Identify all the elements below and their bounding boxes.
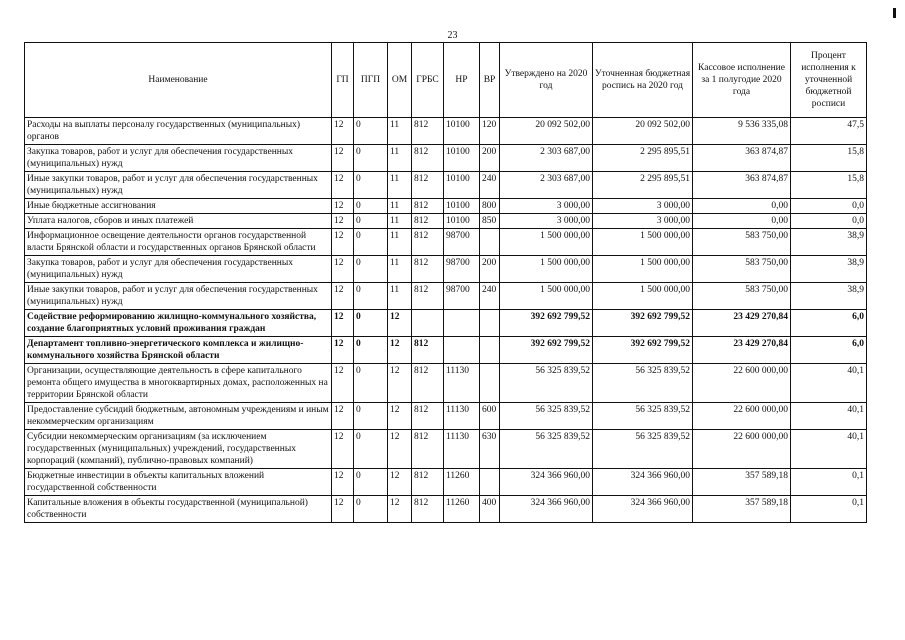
cell-vr: 800 xyxy=(480,199,500,214)
header-ppgp: ПГП xyxy=(354,43,388,118)
cell-name: Субсидии некоммерческим организациям (за исключением государственных (муниципальных) учреждений, государственных корпораций (компаний), публично-правовых компаний) xyxy=(25,430,332,469)
cell-grbs: 812 xyxy=(412,496,444,523)
table-row xyxy=(25,283,867,310)
table-row xyxy=(25,229,867,256)
cell-percent: 40,1 xyxy=(791,430,867,469)
cell-ppgp: 0 xyxy=(354,214,388,229)
cell-grbs: 812 xyxy=(412,172,444,199)
cell-grbs: 812 xyxy=(412,337,444,364)
cell-cash: 0,00 xyxy=(693,199,791,214)
table-row xyxy=(25,310,867,337)
table-row xyxy=(25,496,867,523)
cell-approved: 2 303 687,00 xyxy=(500,172,593,199)
cell-grbs: 812 xyxy=(412,403,444,430)
cell-ppgp: 0 xyxy=(354,256,388,283)
cell-np: 98700 xyxy=(444,229,480,256)
cell-vr xyxy=(480,337,500,364)
cell-ppgp: 0 xyxy=(354,145,388,172)
cell-percent: 47,5 xyxy=(791,118,867,145)
cell-refined: 2 295 895,51 xyxy=(593,145,693,172)
cell-cash: 22 600 000,00 xyxy=(693,403,791,430)
cell-cash: 9 536 335,08 xyxy=(693,118,791,145)
cell-om: 11 xyxy=(388,172,412,199)
cell-grbs: 812 xyxy=(412,430,444,469)
cell-refined: 56 325 839,52 xyxy=(593,430,693,469)
cell-name: Информационное освещение деятельности органов государственной власти Брянской области и государственных органов Брянской области xyxy=(25,229,332,256)
cell-om: 11 xyxy=(388,283,412,310)
table-header-row xyxy=(25,43,867,118)
cell-cash: 583 750,00 xyxy=(693,256,791,283)
cell-om: 12 xyxy=(388,364,412,403)
cell-gp: 12 xyxy=(332,145,354,172)
cell-gp: 12 xyxy=(332,199,354,214)
cell-vr xyxy=(480,229,500,256)
cell-vr: 600 xyxy=(480,403,500,430)
cell-np: 98700 xyxy=(444,283,480,310)
cell-om: 11 xyxy=(388,145,412,172)
cell-vr: 200 xyxy=(480,145,500,172)
table-row xyxy=(25,256,867,283)
cell-approved: 56 325 839,52 xyxy=(500,430,593,469)
cell-approved: 56 325 839,52 xyxy=(500,403,593,430)
cell-refined: 1 500 000,00 xyxy=(593,283,693,310)
cell-percent: 0,0 xyxy=(791,199,867,214)
cell-refined: 1 500 000,00 xyxy=(593,256,693,283)
cell-grbs: 812 xyxy=(412,199,444,214)
cell-cash: 363 874,87 xyxy=(693,172,791,199)
header-np: НР xyxy=(444,43,480,118)
cell-approved: 20 092 502,00 xyxy=(500,118,593,145)
page-number: 23 xyxy=(447,30,458,41)
cell-name: Закупка товаров, работ и услуг для обеспечения государственных (муниципальных) нужд xyxy=(25,145,332,172)
cell-name: Капитальные вложения в объекты государственной (муниципальной) собственности xyxy=(25,496,332,523)
cell-vr: 240 xyxy=(480,283,500,310)
cell-refined: 324 366 960,00 xyxy=(593,496,693,523)
header-name: Наименование xyxy=(25,43,332,118)
table-row xyxy=(25,214,867,229)
cell-percent: 0,1 xyxy=(791,496,867,523)
header-gp: ГП xyxy=(332,43,354,118)
header-percent: Процент исполнения к уточненной бюджетной росписи xyxy=(791,43,867,118)
cell-name: Иные закупки товаров, работ и услуг для обеспечения государственных (муниципальных) нужд xyxy=(25,172,332,199)
cell-percent: 6,0 xyxy=(791,310,867,337)
cell-cash: 357 589,18 xyxy=(693,496,791,523)
table-body xyxy=(25,118,867,523)
cell-gp: 12 xyxy=(332,496,354,523)
scan-edge-mark xyxy=(893,8,896,18)
cell-cash: 357 589,18 xyxy=(693,469,791,496)
cell-percent: 0,1 xyxy=(791,469,867,496)
cell-vr: 400 xyxy=(480,496,500,523)
cell-cash: 23 429 270,84 xyxy=(693,337,791,364)
cell-grbs: 812 xyxy=(412,469,444,496)
cell-cash: 22 600 000,00 xyxy=(693,430,791,469)
cell-refined: 20 092 502,00 xyxy=(593,118,693,145)
table-row xyxy=(25,430,867,469)
cell-om: 11 xyxy=(388,118,412,145)
cell-grbs xyxy=(412,310,444,337)
cell-grbs: 812 xyxy=(412,256,444,283)
table-row xyxy=(25,364,867,403)
cell-name: Бюджетные инвестиции в объекты капитальных вложений государственной собственности xyxy=(25,469,332,496)
cell-om: 11 xyxy=(388,214,412,229)
cell-np xyxy=(444,310,480,337)
cell-vr: 850 xyxy=(480,214,500,229)
cell-gp: 12 xyxy=(332,469,354,496)
cell-np: 10100 xyxy=(444,118,480,145)
cell-percent: 40,1 xyxy=(791,364,867,403)
cell-approved: 392 692 799,52 xyxy=(500,310,593,337)
table-row xyxy=(25,337,867,364)
cell-np: 10100 xyxy=(444,145,480,172)
table-row xyxy=(25,469,867,496)
cell-approved: 1 500 000,00 xyxy=(500,229,593,256)
cell-percent: 15,8 xyxy=(791,145,867,172)
cell-om: 12 xyxy=(388,496,412,523)
cell-cash: 583 750,00 xyxy=(693,229,791,256)
cell-approved: 324 366 960,00 xyxy=(500,496,593,523)
cell-percent: 15,8 xyxy=(791,172,867,199)
cell-np: 11260 xyxy=(444,496,480,523)
cell-approved: 324 366 960,00 xyxy=(500,469,593,496)
cell-approved: 3 000,00 xyxy=(500,199,593,214)
cell-name: Предоставление субсидий бюджетным, автономным учреждениям и иным некоммерческим организациям xyxy=(25,403,332,430)
cell-ppgp: 0 xyxy=(354,403,388,430)
cell-refined: 56 325 839,52 xyxy=(593,364,693,403)
cell-np: 11130 xyxy=(444,364,480,403)
cell-ppgp: 0 xyxy=(354,496,388,523)
cell-np: 11260 xyxy=(444,469,480,496)
table-row xyxy=(25,145,867,172)
header-vr: ВР xyxy=(480,43,500,118)
cell-vr xyxy=(480,364,500,403)
cell-ppgp: 0 xyxy=(354,337,388,364)
cell-percent: 38,9 xyxy=(791,283,867,310)
cell-gp: 12 xyxy=(332,403,354,430)
cell-ppgp: 0 xyxy=(354,310,388,337)
cell-gp: 12 xyxy=(332,118,354,145)
cell-np: 98700 xyxy=(444,256,480,283)
header-refined: Уточненная бюджетная роспись на 2020 год xyxy=(593,43,693,118)
cell-gp: 12 xyxy=(332,256,354,283)
cell-refined: 2 295 895,51 xyxy=(593,172,693,199)
cell-om: 11 xyxy=(388,256,412,283)
cell-refined: 1 500 000,00 xyxy=(593,229,693,256)
cell-approved: 3 000,00 xyxy=(500,214,593,229)
cell-vr: 200 xyxy=(480,256,500,283)
cell-refined: 324 366 960,00 xyxy=(593,469,693,496)
cell-name: Закупка товаров, работ и услуг для обеспечения государственных (муниципальных) нужд xyxy=(25,256,332,283)
header-approved: Утверждено на 2020 год xyxy=(500,43,593,118)
cell-refined: 392 692 799,52 xyxy=(593,337,693,364)
cell-refined: 3 000,00 xyxy=(593,214,693,229)
cell-percent: 38,9 xyxy=(791,256,867,283)
cell-gp: 12 xyxy=(332,172,354,199)
budget-execution-table xyxy=(24,42,867,523)
table-row xyxy=(25,403,867,430)
cell-vr: 240 xyxy=(480,172,500,199)
cell-ppgp: 0 xyxy=(354,229,388,256)
cell-om: 11 xyxy=(388,199,412,214)
cell-name: Департамент топливно-энергетического комплекса и жилищно-коммунального хозяйства Брянской области xyxy=(25,337,332,364)
table-row xyxy=(25,172,867,199)
cell-cash: 0,00 xyxy=(693,214,791,229)
cell-np: 10100 xyxy=(444,199,480,214)
cell-np xyxy=(444,337,480,364)
cell-approved: 392 692 799,52 xyxy=(500,337,593,364)
cell-refined: 392 692 799,52 xyxy=(593,310,693,337)
cell-cash: 363 874,87 xyxy=(693,145,791,172)
cell-percent: 40,1 xyxy=(791,403,867,430)
cell-name: Содействие реформированию жилищно-коммунального хозяйства, создание благоприятных условий проживания граждан xyxy=(25,310,332,337)
cell-ppgp: 0 xyxy=(354,364,388,403)
cell-ppgp: 0 xyxy=(354,469,388,496)
header-cash: Кассовое исполнение за 1 полугодие 2020 года xyxy=(693,43,791,118)
header-grbs: ГРБС xyxy=(412,43,444,118)
cell-gp: 12 xyxy=(332,214,354,229)
cell-gp: 12 xyxy=(332,337,354,364)
cell-cash: 23 429 270,84 xyxy=(693,310,791,337)
cell-np: 10100 xyxy=(444,214,480,229)
cell-gp: 12 xyxy=(332,310,354,337)
cell-grbs: 812 xyxy=(412,118,444,145)
cell-grbs: 812 xyxy=(412,364,444,403)
cell-approved: 1 500 000,00 xyxy=(500,283,593,310)
cell-ppgp: 0 xyxy=(354,118,388,145)
cell-percent: 0,0 xyxy=(791,214,867,229)
cell-np: 11130 xyxy=(444,403,480,430)
cell-om: 12 xyxy=(388,403,412,430)
cell-ppgp: 0 xyxy=(354,283,388,310)
cell-grbs: 812 xyxy=(412,283,444,310)
cell-vr: 630 xyxy=(480,430,500,469)
cell-grbs: 812 xyxy=(412,214,444,229)
cell-percent: 6,0 xyxy=(791,337,867,364)
cell-cash: 22 600 000,00 xyxy=(693,364,791,403)
cell-vr: 120 xyxy=(480,118,500,145)
cell-name: Расходы на выплаты персоналу государственных (муниципальных) органов xyxy=(25,118,332,145)
cell-approved: 1 500 000,00 xyxy=(500,256,593,283)
cell-ppgp: 0 xyxy=(354,430,388,469)
table-row xyxy=(25,199,867,214)
cell-approved: 56 325 839,52 xyxy=(500,364,593,403)
cell-refined: 3 000,00 xyxy=(593,199,693,214)
cell-om: 12 xyxy=(388,337,412,364)
cell-vr xyxy=(480,469,500,496)
cell-gp: 12 xyxy=(332,283,354,310)
cell-ppgp: 0 xyxy=(354,199,388,214)
cell-gp: 12 xyxy=(332,364,354,403)
cell-om: 12 xyxy=(388,469,412,496)
cell-percent: 38,9 xyxy=(791,229,867,256)
cell-cash: 583 750,00 xyxy=(693,283,791,310)
cell-name: Уплата налогов, сборов и иных платежей xyxy=(25,214,332,229)
cell-om: 12 xyxy=(388,430,412,469)
cell-name: Иные бюджетные ассигнования xyxy=(25,199,332,214)
cell-grbs: 812 xyxy=(412,145,444,172)
cell-om: 11 xyxy=(388,229,412,256)
cell-name: Иные закупки товаров, работ и услуг для обеспечения государственных (муниципальных) нужд xyxy=(25,283,332,310)
cell-name: Организации, осуществляющие деятельность в сфере капитального ремонта общего имущества в многоквартирных домах, расположенных на территории Брянской области xyxy=(25,364,332,403)
cell-refined: 56 325 839,52 xyxy=(593,403,693,430)
cell-np: 11130 xyxy=(444,430,480,469)
cell-np: 10100 xyxy=(444,172,480,199)
cell-ppgp: 0 xyxy=(354,172,388,199)
header-om: ОМ xyxy=(388,43,412,118)
cell-approved: 2 303 687,00 xyxy=(500,145,593,172)
table-row xyxy=(25,118,867,145)
cell-gp: 12 xyxy=(332,229,354,256)
cell-vr xyxy=(480,310,500,337)
cell-gp: 12 xyxy=(332,430,354,469)
cell-om: 12 xyxy=(388,310,412,337)
cell-grbs: 812 xyxy=(412,229,444,256)
